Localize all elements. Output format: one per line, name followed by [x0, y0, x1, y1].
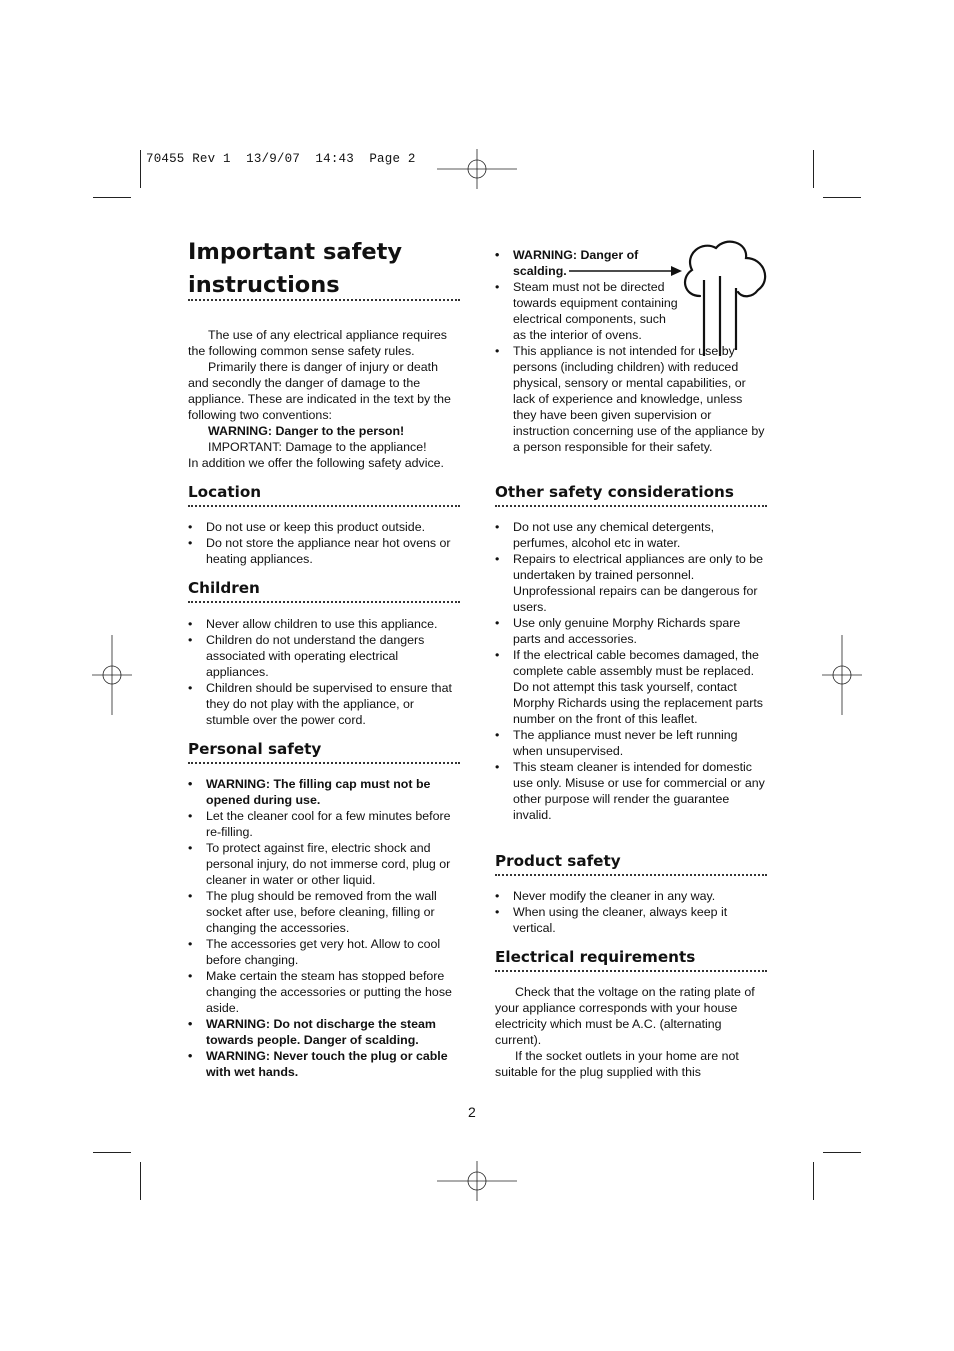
- heading-rule: [495, 874, 767, 876]
- crop-mark: [93, 197, 131, 198]
- list-item: • Do not store the appliance near hot ovens or heating appliances.: [188, 535, 460, 567]
- electrical-paragraph: If the socket outlets in your home are not suitable for the plug supplied with this: [495, 1049, 739, 1079]
- page-number: 2: [468, 1104, 476, 1120]
- list-item: • This appliance is not intended for use by persons (including children) with reduced physical, sensory or mental capabilities, or lack of experience and knowledge, unless they have been given supervision or instruction concerning use of the appliance by a person responsible for their safety.: [495, 343, 767, 455]
- list-item: • WARNING: The filling cap must not be opened during use.: [188, 776, 460, 808]
- crop-mark: [823, 1152, 861, 1153]
- list-item: • Never modify the cleaner in any way.: [495, 888, 767, 904]
- heading-rule: [188, 762, 460, 764]
- section-heading-location: Location: [188, 483, 262, 501]
- steam-hazard-icon: [680, 240, 770, 358]
- registration-mark-icon: [437, 1161, 517, 1201]
- list-item: • WARNING: Do not discharge the steam towards people. Danger of scalding.: [188, 1016, 460, 1048]
- crop-mark: [140, 1162, 141, 1200]
- registration-mark-icon: [437, 149, 517, 189]
- list-item: • Never allow children to use this appliance.: [188, 616, 460, 632]
- printer-slug: 70455 Rev 1 13/9/07 14:43 Page 2: [146, 152, 416, 166]
- section-heading-children: Children: [188, 579, 260, 597]
- heading-rule: [188, 505, 460, 507]
- intro-warning: WARNING: Danger to the person!: [208, 424, 405, 438]
- page-title: Important safety instructions: [188, 239, 403, 298]
- other-safety-list: [495, 519, 767, 823]
- list-item: • Steam must not be directed towards equipment containing electrical components, such as the interior of ovens.: [495, 279, 678, 343]
- list-item: • Let the cleaner cool for a few minutes before re-filling.: [188, 808, 460, 840]
- list-item: • The appliance must never be left running when unsupervised.: [495, 727, 767, 759]
- list-item: • To protect against fire, electric shock and personal injury, do not immerse cord, plug or cleaner in water or other liquid.: [188, 840, 460, 888]
- crop-mark: [813, 150, 814, 188]
- children-list: [188, 616, 460, 728]
- list-item: • When using the cleaner, always keep it vertical.: [495, 904, 767, 936]
- list-item: • Children should be supervised to ensure that they do not play with the appliance, or stumble over the power cord.: [188, 680, 460, 728]
- registration-mark-icon: [822, 635, 862, 715]
- intro-paragraph: Primarily there is danger of injury or death and secondly the danger of damage to the appliance. These are indicated in the text by the following two conventions:: [188, 360, 451, 422]
- personal-safety-list: [188, 776, 460, 1080]
- intro-paragraph: The use of any electrical appliance requires the following common sense safety rules.: [188, 328, 447, 358]
- list-item: • WARNING: Danger of scalding.: [495, 247, 663, 279]
- list-item: • The plug should be removed from the wall socket after use, before cleaning, filling or changing the accessories.: [188, 888, 460, 936]
- list-item: • Make certain the steam has stopped before changing the accessories or putting the hose aside.: [188, 968, 460, 1016]
- list-item: • Do not use or keep this product outside.: [188, 519, 460, 535]
- list-item: • This steam cleaner is intended for domestic use only. Misuse or use for commercial or any other purpose will render the guarantee invalid.: [495, 759, 767, 823]
- section-heading-other-safety: Other safety considerations: [495, 483, 734, 501]
- crop-mark: [813, 1162, 814, 1200]
- section-heading-product-safety: Product safety: [495, 852, 621, 870]
- intro-text: [188, 327, 460, 471]
- location-list: [188, 519, 460, 567]
- list-item: • The accessories get very hot. Allow to cool before changing.: [188, 936, 460, 968]
- crop-mark: [93, 1152, 131, 1153]
- section-heading-electrical: Electrical requirements: [495, 948, 696, 966]
- heading-rule: [495, 970, 767, 972]
- crop-mark: [823, 197, 861, 198]
- heading-rule: [495, 505, 767, 507]
- list-item: • Children do not understand the dangers associated with operating electrical appliances.: [188, 632, 460, 680]
- section-heading-personal-safety: Personal safety: [188, 740, 322, 758]
- electrical-paragraph: Check that the voltage on the rating plate of your appliance corresponds with your house electricity which must be A.C. (alternating current).: [495, 985, 755, 1047]
- list-item: • Do not use any chemical detergents, perfumes, alcohol etc in water.: [495, 519, 767, 551]
- intro-important: IMPORTANT: Damage to the appliance!: [208, 440, 427, 454]
- intro-paragraph: In addition we offer the following safety advice.: [188, 456, 444, 470]
- registration-mark-icon: [92, 635, 132, 715]
- electrical-text: [495, 984, 767, 1080]
- list-item: • WARNING: Never touch the plug or cable with wet hands.: [188, 1048, 460, 1080]
- product-safety-list: [495, 888, 767, 936]
- arrow-icon: [569, 264, 683, 278]
- list-item: • Use only genuine Morphy Richards spare parts and accessories.: [495, 615, 767, 647]
- list-item: • Repairs to electrical appliances are only to be undertaken by trained personnel. Unprofessional repairs can be dangerous for users.: [495, 551, 767, 615]
- heading-rule: [188, 601, 460, 603]
- list-item: • If the electrical cable becomes damaged, the complete cable assembly must be replaced. Do not attempt this task yourself, contact Morphy Richards using the replacement parts number on the front of this leaflet.: [495, 647, 767, 727]
- crop-mark: [140, 150, 141, 188]
- heading-rule: [188, 299, 460, 301]
